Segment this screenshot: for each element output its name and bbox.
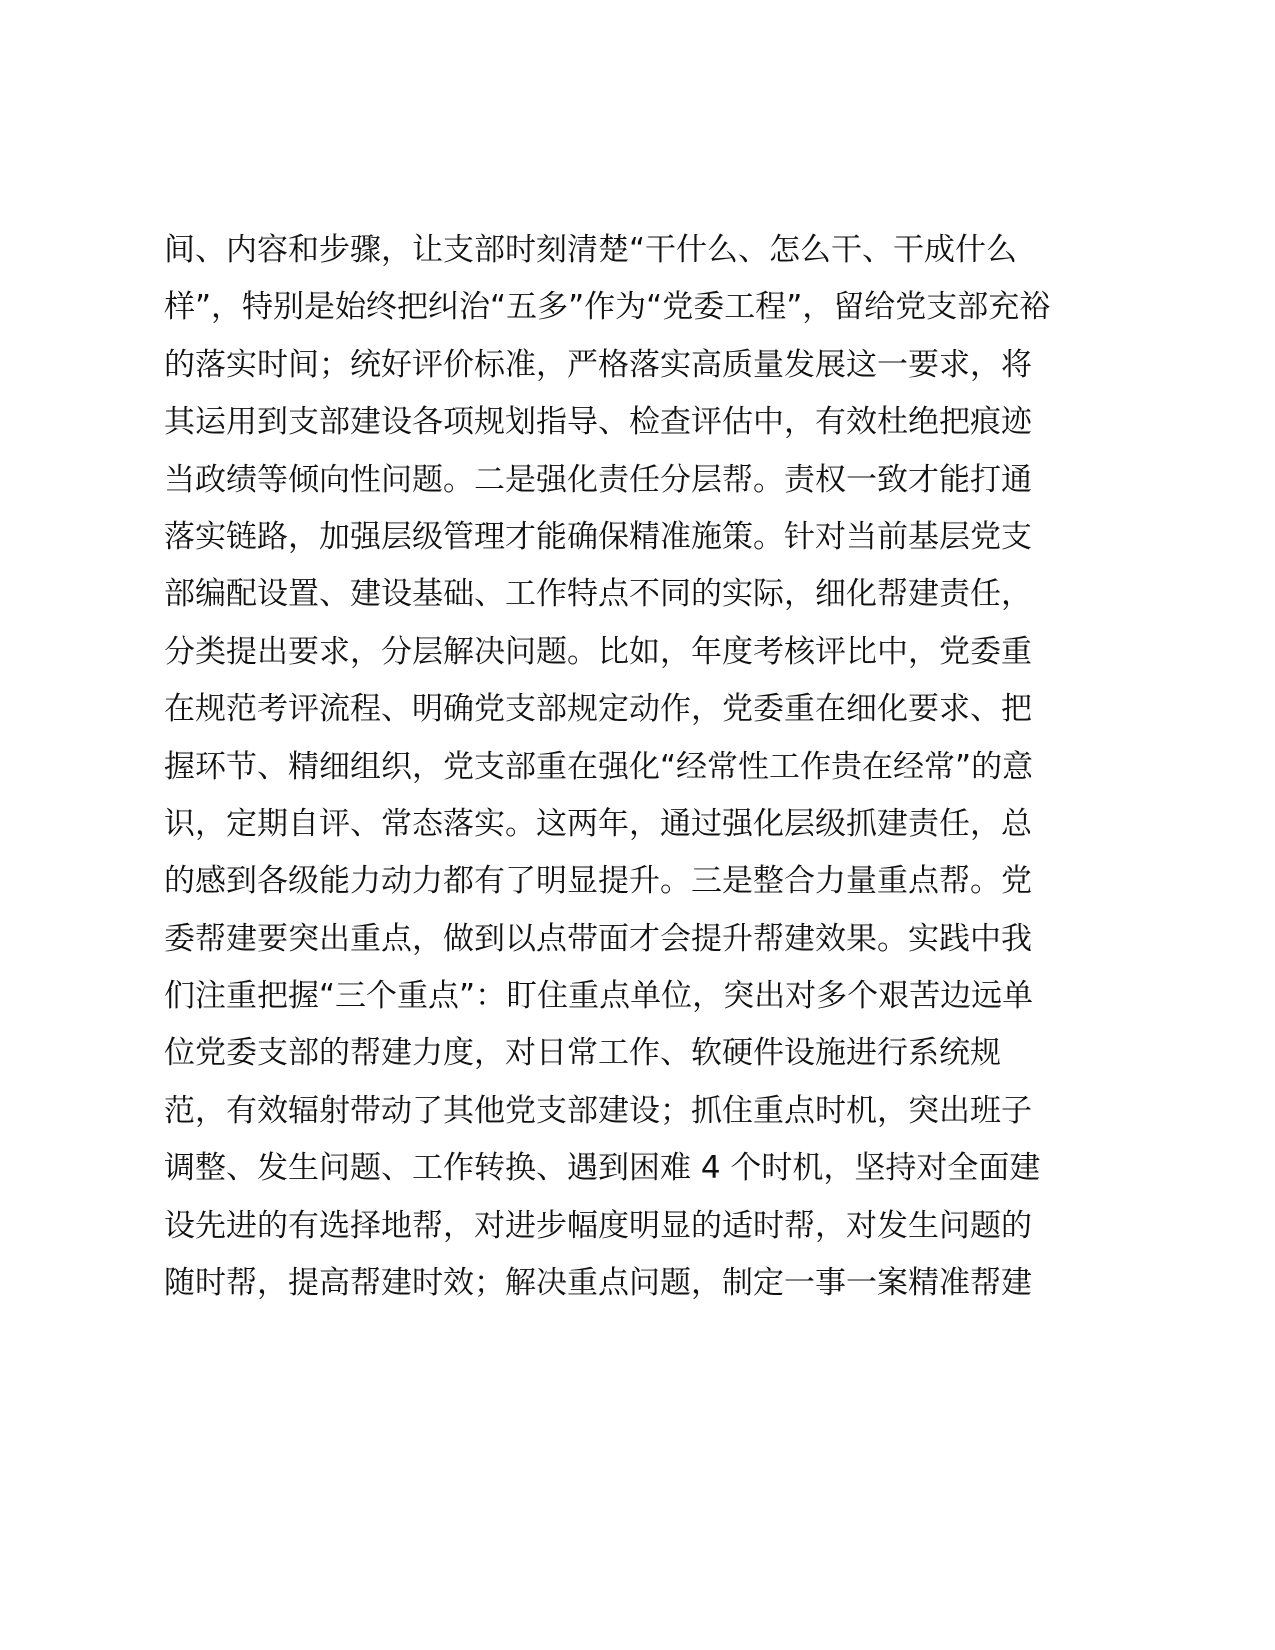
text-line: 落实链路，加强层级管理才能确保精准施策。针对当前基层党支 <box>164 518 1032 555</box>
text-line: 间、内容和步骤，让支部时刻清楚“干什么、怎么干、干成什么 <box>164 232 1018 268</box>
text-line: 范，有效辐射带动了其他党支部建设；抓住重点时机，突出班子 <box>164 1092 1032 1129</box>
text-line: 当政绩等倾向性问题。二是强化责任分层帮。责权一致才能打通 <box>164 461 1032 498</box>
text-line: 在规范考评流程、明确党支部规定动作，党委重在细化要求、把 <box>164 691 1032 728</box>
text-line: 部编配设置、建设基础、工作特点不同的实际，细化帮建责任， <box>164 576 1032 613</box>
text-line: 识，定期自评、常态落实。这两年，通过强化层级抓建责任，总 <box>164 805 1032 842</box>
text-line: 随时帮，提高帮建时效；解决重点问题，制定一事一案精准帮建 <box>164 1265 1032 1302</box>
text-line: 的感到各级能力动力都有了明显提升。三是整合力量重点帮。党 <box>164 863 1032 900</box>
text-line: 调整、发生问题、工作转换、遇到困难 4 个时机，坚持对全面建 <box>164 1150 1041 1187</box>
text-line: 位党委支部的帮建力度，对日常工作、软硬件设施进行系统规 <box>164 1035 1001 1072</box>
text-line: 握环节、精细组织，党支部重在强化“经常性工作贵在经常”的意 <box>164 748 1034 785</box>
text-line: 的落实时间；统好评价标准，严格落实高质量发展这一要求，将 <box>164 346 1032 383</box>
text-line: 样”，特别是始终把纠治“五多”作为“党委工程”，留给党支部充裕 <box>164 289 1051 326</box>
text-line: 设先进的有选择地帮，对进步幅度明显的适时帮，对发生问题的 <box>164 1207 1032 1244</box>
text-line: 分类提出要求，分层解决问题。比如，年度考核评比中，党委重 <box>164 633 1032 670</box>
text-line: 委帮建要突出重点，做到以点带面才会提升帮建效果。实践中我 <box>164 920 1032 957</box>
body-paragraph <box>164 222 1124 1312</box>
text-line: 们注重把握“三个重点”：盯住重点单位，突出对多个艰苦边远单 <box>164 978 1034 1015</box>
text-line: 其运用到支部建设各项规划指导、检查评估中，有效杜绝把痕迹 <box>164 404 1032 441</box>
